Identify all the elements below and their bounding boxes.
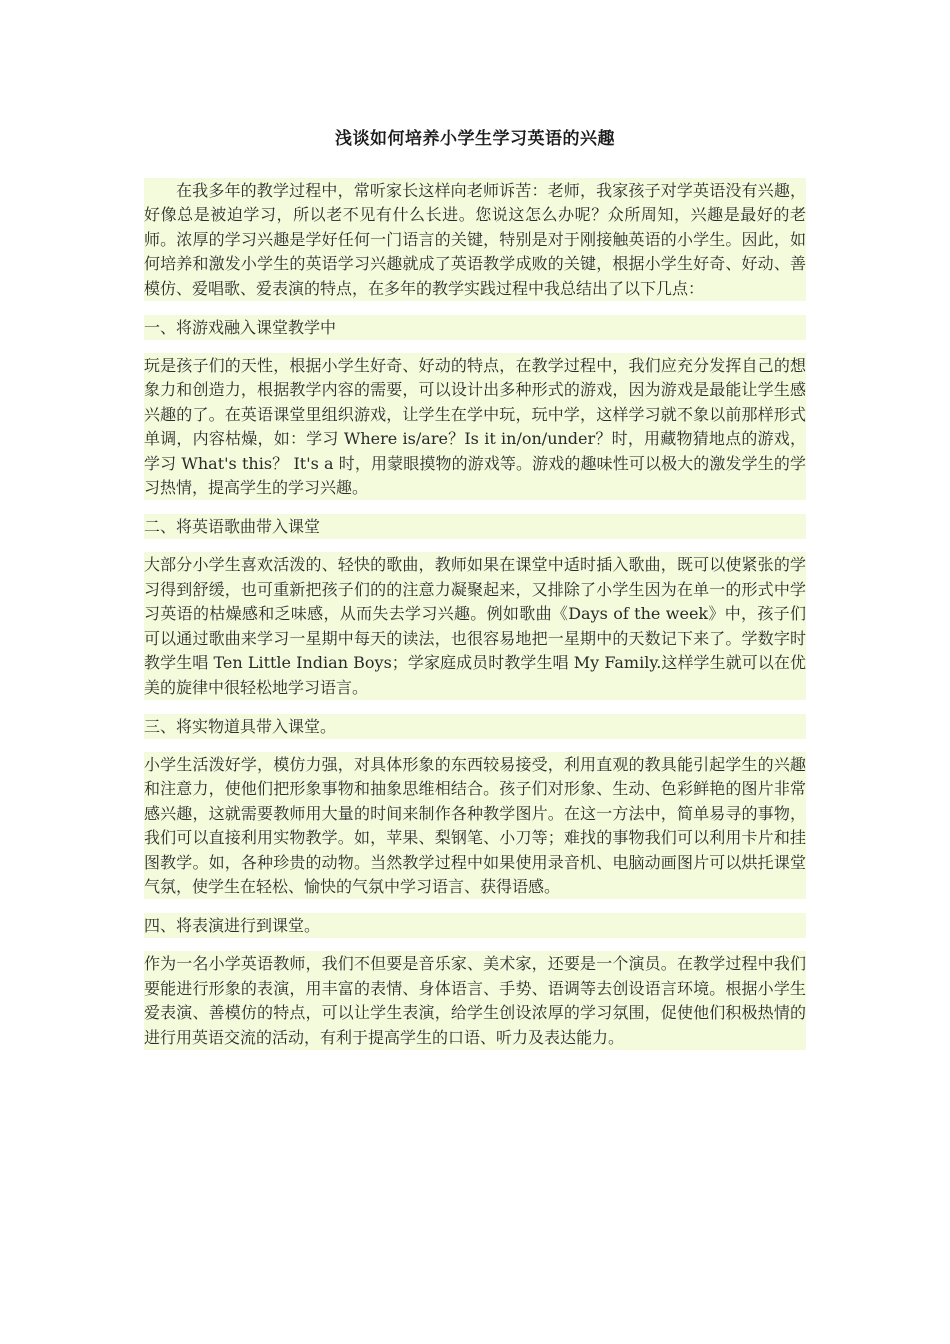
intro-paragraph: 在我多年的教学过程中，常听家长这样向老师诉苦：老师，我家孩子对学英语没有兴趣，好像总是被迫学习，所以老不见有什么长进。您说这怎么办呢？众所周知，兴趣是最好的老师。浓厚的学习兴趣是学好任何一门语言的关键，特别是对于刚接触英语的小学生。因此，如何培养和激发小学生的英语学习兴趣就成了英语教学成败的关键，根据小学生好奇、好动、善模仿、爱唱歌、爱表演的特点，在多年的教学实践过程中我总结出了以下几点： bbox=[144, 178, 806, 301]
section-body-4: 作为一名小学英语教师，我们不但要是音乐家、美术家，还要是一个演员。在教学过程中我们要能进行形象的表演，用丰富的表情、身体语言、手势、语调等去创设语言环境。根据小学生爱表演、善模仿的特点，可以让学生表演，给学生创设浓厚的学习氛围，促使他们积极热情的进行用英语交流的活动，有利于提高学生的口语、听力及表达能力。 bbox=[144, 951, 806, 1050]
section-heading-3: 三、将实物道具带入课堂。 bbox=[144, 714, 806, 739]
section-body-3: 小学生活泼好学，模仿力强，对具体形象的东西较易接受，利用直观的教具能引起学生的兴趣和注意力，使他们把形象事物和抽象思维相结合。孩子们对形象、生动、色彩鲜艳的图片非常感兴趣，这就需要教师用大量的时间来制作各种教学图片。在这一方法中，简单易寻的事物，我们可以直接利用实物教学。如，苹果、梨钢笔、小刀等；难找的事物我们可以利用卡片和挂图教学。如，各种珍贵的动物。当然教学过程中如果使用录音机、电脑动画图片可以烘托课堂气氛，使学生在轻松、愉快的气氛中学习语言、获得语感。 bbox=[144, 752, 806, 899]
section-heading-2: 二、将英语歌曲带入课堂 bbox=[144, 514, 806, 539]
document-title: 浅谈如何培养小学生学习英语的兴趣 bbox=[335, 129, 615, 149]
document-body bbox=[144, 178, 806, 1064]
section-body-1: 玩是孩子们的天性，根据小学生好奇、好动的特点，在教学过程中，我们应充分发挥自己的想象力和创造力，根据教学内容的需要，可以设计出多种形式的游戏，因为游戏是最能让学生感兴趣的了。在英语课堂里组织游戏，让学生在学中玩，玩中学，这样学习就不象以前那样形式单调，内容枯燥，如：学习 Where is/are？Is it in/on/under？时，用藏物猜地点的游戏，学习 What's this？ It's a 时，用蒙眼摸物的游戏等。游戏的趣味性可以极大的激发学生的学习热情，提高学生的学习兴趣。 bbox=[144, 353, 806, 500]
section-heading-1: 一、将游戏融入课堂教学中 bbox=[144, 315, 806, 340]
section-body-2: 大部分小学生喜欢活泼的、轻快的歌曲，教师如果在课堂中适时插入歌曲，既可以使紧张的学习得到舒缓，也可重新把孩子们的的注意力凝聚起来，又排除了小学生因为在单一的形式中学习英语的枯燥感和乏味感，从而失去学习兴趣。例如歌曲《Days of the week》中，孩子们可以通过歌曲来学习一星期中每天的读法，也很容易地把一星期中的天数记下来了。学数字时教学生唱 Ten Little Indian Boys；学家庭成员时教学生唱 My Family.这样学生就可以在优美的旋律中很轻松地学习语言。 bbox=[144, 552, 806, 699]
section-heading-4: 四、将表演进行到课堂。 bbox=[144, 913, 806, 938]
